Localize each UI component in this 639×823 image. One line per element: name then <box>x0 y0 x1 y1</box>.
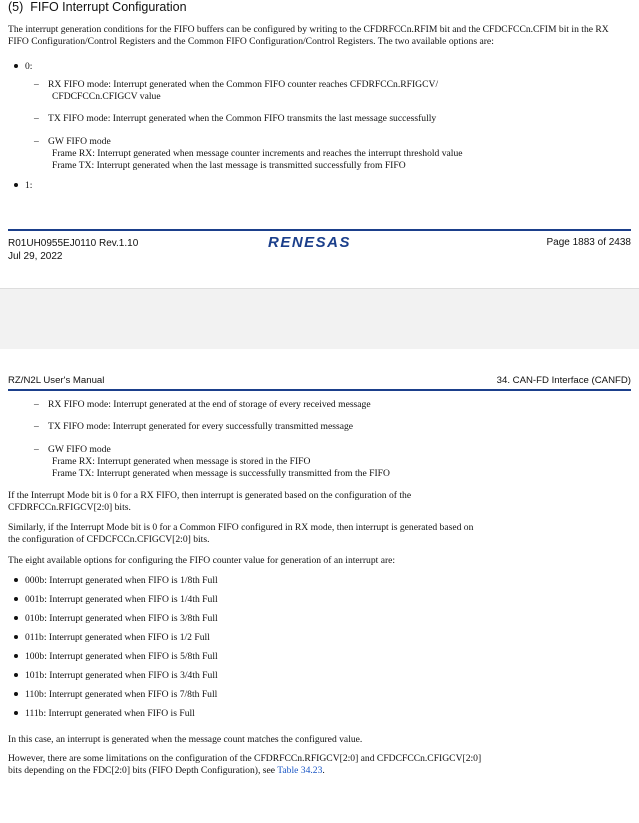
intro-paragraph: The interrupt generation conditions for the FIFO buffers can be configured by writing to the CFDRFCCn.RFIM bit and the CFDCFCCn.CFIM bit in the RX FIFO Configuration/Control Registers and the Common FIFO Configuration/Control Registers. The two available options are: <box>8 24 609 47</box>
option-0-label: 0: <box>25 61 33 72</box>
list-item: 000b: Interrupt generated when FIFO is 1/8th Full <box>14 575 218 587</box>
bullet-icon <box>14 711 18 715</box>
header-manual-title: RZ/N2L User's Manual <box>8 375 105 386</box>
list-item: 101b: Interrupt generated when FIFO is 3/4th Full <box>14 670 218 682</box>
bullet-icon <box>14 673 18 677</box>
opt0-gw-item: – GW FIFO mode <box>34 136 111 147</box>
footer-date: Jul 29, 2022 <box>8 251 63 262</box>
bullet-icon <box>14 597 18 601</box>
footer-doc-number: R01UH0955EJ0110 Rev.1.10 <box>8 238 139 249</box>
section-title: (5) FIFO Interrupt Configuration <box>8 0 187 14</box>
paragraph-rx-fifo: If the Interrupt Mode bit is 0 for a RX FIFO, then interrupt is generated based on the configuration of the CFDRFCCn.RFIGCV[2:0] bits. <box>8 490 412 513</box>
header-divider <box>8 389 631 391</box>
bullet-icon <box>14 183 18 187</box>
page-top <box>0 0 639 288</box>
list-item: 010b: Interrupt generated when FIFO is 3/8th Full <box>14 613 218 625</box>
dash-icon: – <box>34 136 39 147</box>
paragraph-common-fifo: Similarly, if the Interrupt Mode bit is 0 for a Common FIFO configured in RX mode, then interrupt is generated based on the configuration of CFDCFCCn.CFIGCV[2:0] bits. <box>8 522 474 545</box>
list-item: 111b: Interrupt generated when FIFO is Full <box>14 708 195 720</box>
page-gap <box>0 288 639 350</box>
table-34-23-link[interactable]: Table 34.23 <box>277 764 323 776</box>
opt1-rx-item: – RX FIFO mode: Interrupt generated at the end of storage of every received message <box>34 399 371 410</box>
list-item: 011b: Interrupt generated when FIFO is 1/2 Full <box>14 632 210 644</box>
list-item: 100b: Interrupt generated when FIFO is 5/8th Full <box>14 651 218 663</box>
dash-icon: – <box>34 421 39 432</box>
bullet-icon <box>14 654 18 658</box>
opt0-rx-item-cont: CFDCFCCn.CFIGCV value <box>52 91 161 102</box>
footer-doc-info <box>8 237 138 263</box>
opt1-gw-tx: Frame TX: Interrupt generated when message is successfully transmitted from the FIFO <box>52 468 390 479</box>
option-1-bullet <box>14 180 32 192</box>
list-item: 001b: Interrupt generated when FIFO is 1/4th Full <box>14 594 218 606</box>
option-1-label: 1: <box>25 180 33 191</box>
bullet-icon <box>14 64 18 68</box>
bullet-icon <box>14 616 18 620</box>
renesas-logo: RENESAS <box>268 234 352 251</box>
opt0-gw-rx: Frame RX: Interrupt generated when message counter increments and reaches the interrupt threshold value <box>52 148 463 159</box>
opt0-tx-item: – TX FIFO mode: Interrupt generated when the Common FIFO transmits the last message successfully <box>34 113 437 124</box>
opt0-rx-item: – RX FIFO mode: Interrupt generated when the Common FIFO counter reaches CFDRFCCn.RFIGCV/ <box>34 79 439 90</box>
page-bottom <box>0 349 639 823</box>
paragraph-limitations: However, there are some limitations on the configuration of the CFDRFCCn.RFIGCV[2:0] and CFDCFCCn.CFIGCV[2:0] bits depending on the FDC[2:0] bits (FIFO Depth Configuration), see Table 34.23. <box>8 753 482 776</box>
option-0-bullet <box>14 61 32 73</box>
dash-icon: – <box>34 444 39 455</box>
opt1-tx-item: – TX FIFO mode: Interrupt generated for every successfully transmitted message <box>34 421 354 432</box>
paragraph-match-value: In this case, an interrupt is generated when the message count matches the configured value. <box>8 734 363 745</box>
dash-icon: – <box>34 79 39 90</box>
bullet-icon <box>14 635 18 639</box>
dash-icon: – <box>34 399 39 410</box>
opt1-gw-item: – GW FIFO mode <box>34 444 111 455</box>
footer-divider <box>8 229 631 231</box>
opt0-gw-tx: Frame TX: Interrupt generated when the last message is transmitted successfully from FIFO <box>52 160 406 171</box>
opt1-gw-rx: Frame RX: Interrupt generated when message is stored in the FIFO <box>52 456 311 467</box>
footer-page-number: Page 1883 of 2438 <box>546 237 631 248</box>
list-item: 110b: Interrupt generated when FIFO is 7/8th Full <box>14 689 217 701</box>
paragraph-eight-options: The eight available options for configuring the FIFO counter value for generation of an interrupt are: <box>8 555 396 566</box>
bullet-icon <box>14 578 18 582</box>
header-chapter-title: 34. CAN-FD Interface (CANFD) <box>496 375 631 386</box>
dash-icon: – <box>34 113 39 124</box>
bullet-icon <box>14 692 18 696</box>
